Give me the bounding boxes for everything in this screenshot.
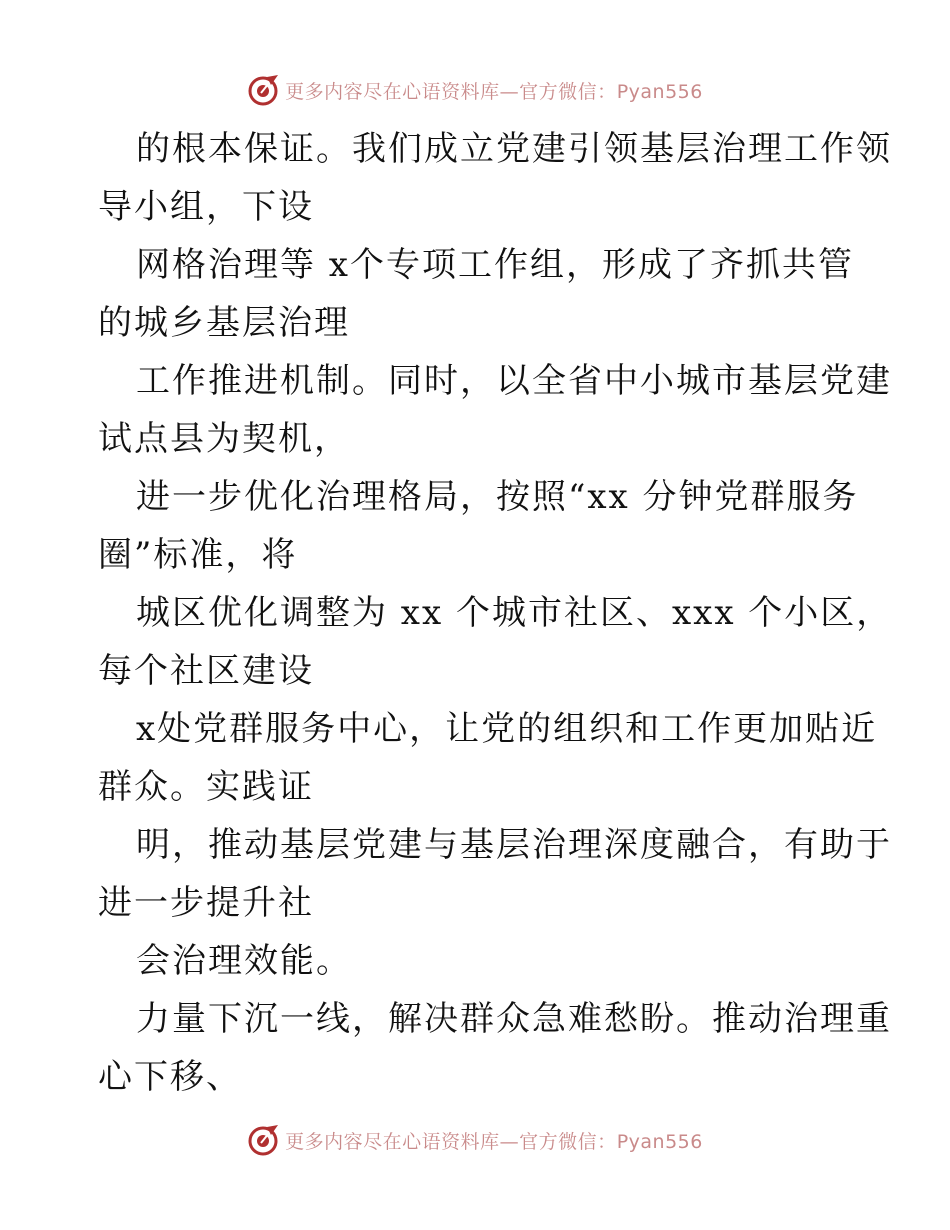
text-line: 进一步提升社 — [98, 883, 314, 923]
text-line: 力量下沉一线，解决群众急难愁盼。推动治理重 — [136, 999, 892, 1039]
watermark-text: 更多内容尽在心语资料库—官方微信：Pyan556 — [285, 1130, 703, 1153]
text-line: 城区优化调整为 xx 个城市社区、xxx 个小区， — [136, 593, 893, 633]
watermark-header — [0, 70, 950, 110]
pen-logo-icon — [247, 73, 281, 107]
text-line: 导小组，下设 — [98, 187, 314, 227]
text-line: 的根本保证。我们成立党建引领基层治理工作领 — [136, 129, 892, 169]
watermark-text: 更多内容尽在心语资料库—官方微信：Pyan556 — [285, 80, 703, 103]
watermark-account: Pyan556 — [616, 80, 703, 103]
text-line: x处党群服务中心，让党的组织和工作更加贴近 — [136, 709, 878, 749]
text-line: 进一步优化治理格局，按照“xx 分钟党群服务 — [136, 477, 859, 517]
text-line: 每个社区建设 — [98, 651, 314, 691]
text-line: 的城乡基层治理 — [98, 303, 350, 343]
text-line: 明，推动基层党建与基层治理深度融合，有助于 — [136, 825, 892, 865]
text-line: 工作推进机制。同时，以全省中小城市基层党建 — [136, 361, 892, 401]
text-line: 圈”标准，将 — [98, 535, 298, 575]
watermark-account: Pyan556 — [616, 1130, 703, 1153]
text-line: 试点县为契机， — [98, 419, 350, 459]
text-line: 群众。实践证 — [98, 767, 314, 807]
text-line: 网格治理等 x个专项工作组，形成了齐抓共管 — [136, 245, 854, 285]
document-body — [98, 120, 893, 1106]
text-line: 心下移、 — [98, 1057, 242, 1097]
watermark-footer — [0, 1120, 950, 1160]
pen-logo-icon — [247, 1123, 281, 1157]
text-line: 会治理效能。 — [136, 941, 352, 981]
